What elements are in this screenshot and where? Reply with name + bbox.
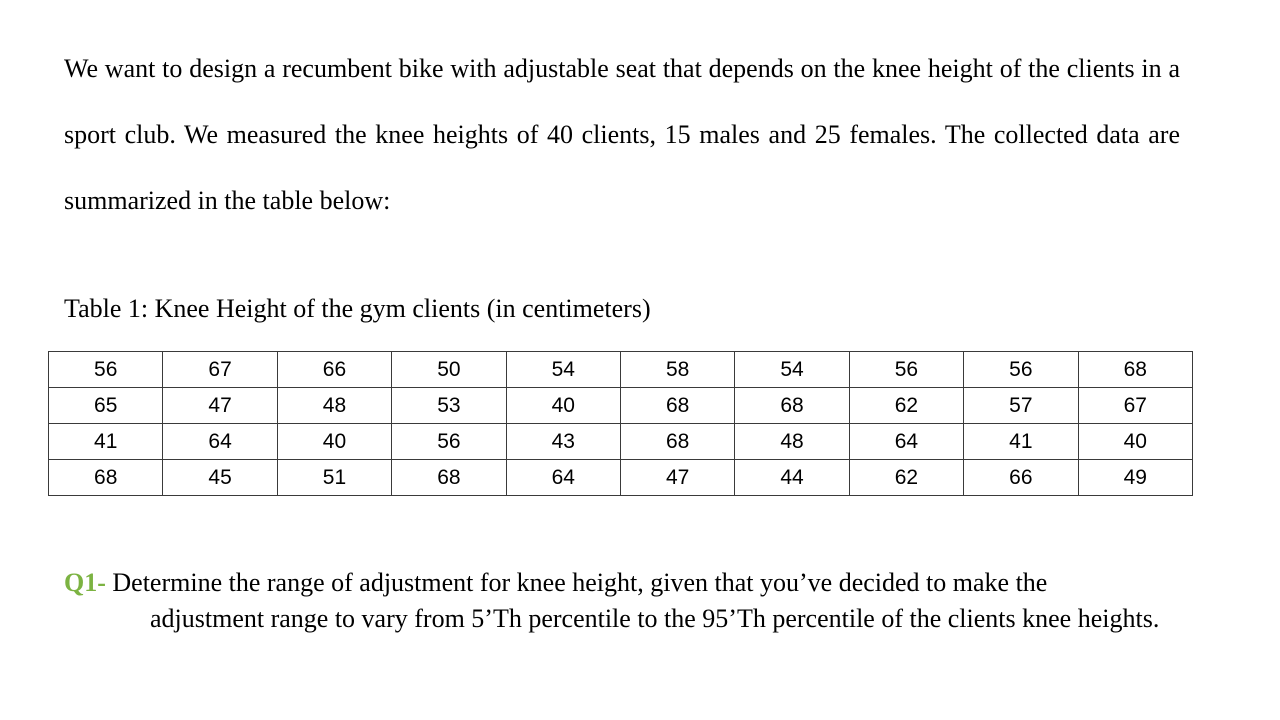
- table-cell: 54: [735, 352, 849, 388]
- table-row: [49, 424, 1193, 460]
- table-cell: 66: [964, 460, 1078, 496]
- table-cell: 64: [506, 460, 620, 496]
- table-cell: 45: [163, 460, 277, 496]
- table-cell: 57: [964, 388, 1078, 424]
- table-cell: 56: [964, 352, 1078, 388]
- table-body: [49, 352, 1193, 496]
- table-row: [49, 388, 1193, 424]
- table-cell: 67: [163, 352, 277, 388]
- table-cell: 40: [277, 424, 391, 460]
- table-cell: 62: [849, 460, 963, 496]
- table-cell: 41: [964, 424, 1078, 460]
- question-continuation: adjustment range to vary from 5’Th percentile to the 95’Th percentile of the clients knee heights.: [150, 604, 1160, 633]
- question-first-line: Determine the range of adjustment for knee height, given that you’ve decided to make the: [112, 568, 1048, 597]
- table-cell: 40: [506, 388, 620, 424]
- knee-height-table: [48, 351, 1193, 496]
- table-cell: 56: [392, 424, 506, 460]
- table-cell: 58: [620, 352, 734, 388]
- question-label: Q1-: [64, 568, 106, 597]
- table-cell: 50: [392, 352, 506, 388]
- table-cell: 48: [277, 388, 391, 424]
- table-cell: 68: [620, 388, 734, 424]
- table-cell: 47: [163, 388, 277, 424]
- table-cell: 49: [1078, 460, 1192, 496]
- table-cell: 43: [506, 424, 620, 460]
- table-cell: 68: [49, 460, 163, 496]
- table-cell: 53: [392, 388, 506, 424]
- table-cell: 62: [849, 388, 963, 424]
- table-cell: 48: [735, 424, 849, 460]
- table-cell: 56: [849, 352, 963, 388]
- table-row: [49, 352, 1193, 388]
- table-cell: 68: [1078, 352, 1192, 388]
- table-cell: 64: [163, 424, 277, 460]
- table-cell: 41: [49, 424, 163, 460]
- table-cell: 56: [49, 352, 163, 388]
- question-q1: [64, 565, 1178, 637]
- table-caption: Table 1: Knee Height of the gym clients (in centimeters): [64, 294, 651, 323]
- table-cell: 47: [620, 460, 734, 496]
- table-cell: 65: [49, 388, 163, 424]
- table-cell: 67: [1078, 388, 1192, 424]
- table-cell: 68: [620, 424, 734, 460]
- table-row: [49, 460, 1193, 496]
- table-cell: 54: [506, 352, 620, 388]
- table-cell: 44: [735, 460, 849, 496]
- table-cell: 68: [735, 388, 849, 424]
- table-cell: 51: [277, 460, 391, 496]
- table-cell: 66: [277, 352, 391, 388]
- table-cell: 68: [392, 460, 506, 496]
- table-cell: 40: [1078, 424, 1192, 460]
- table-cell: 64: [849, 424, 963, 460]
- intro-paragraph: We want to design a recumbent bike with adjustable seat that depends on the knee height of the clients in a sport club. We measured the knee heights of 40 clients, 15 males and 25 females. The collected data are summarized in the table below:: [64, 54, 1180, 215]
